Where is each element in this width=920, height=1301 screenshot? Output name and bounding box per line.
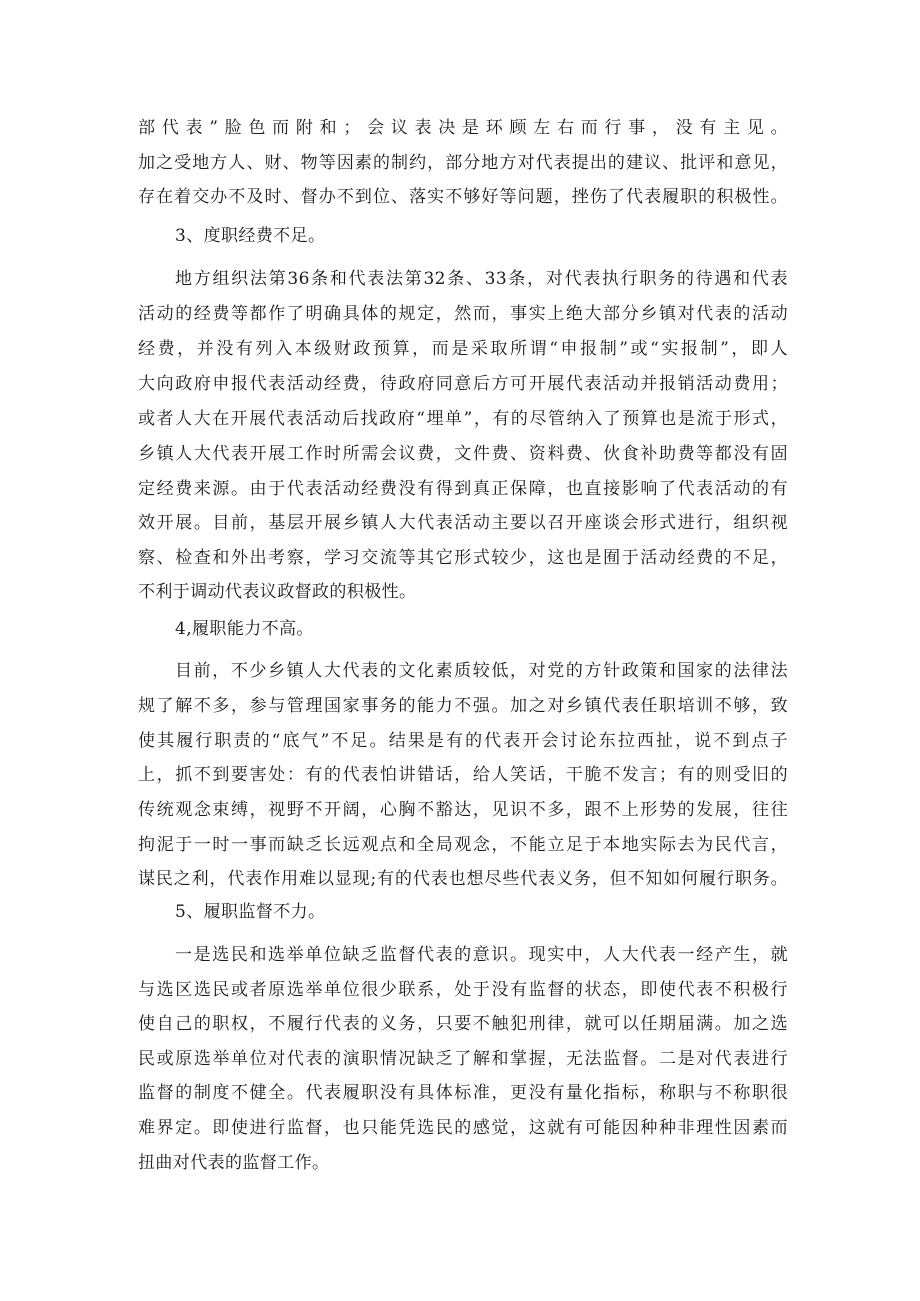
paragraph-line: 或者人大在开展代表活动后找政府“埋单”，有的尽管纳入了预算也是流于形式， [138,409,788,429]
section-heading-3: 3、度职经费不足。 [175,226,326,246]
paragraph-line: 难界定。即使进行监督，也只能凭选民的感觉，这就有可能因种种非理性因素而 [138,1118,788,1138]
paragraph-line: 定经费来源。由于代表活动经费没有得到真正保障，也直接影响了代表活动的有 [138,479,788,499]
paragraph-line: 拘泥于一时一事而缺乏长远观点和全局观念，不能立足于本地实际去为民代言， [138,835,788,855]
paragraph-line: 大向政府申报代表活动经费，待政府同意后方可开展代表活动并报销活动费用； [138,374,788,394]
intro-line: 部代表”脸色而附和；会议表决是环顾左右而行事，没有主见。 [138,118,788,138]
paragraph-line: 使自己的职权，不履行代表的义务，只要不触犯刑律，就可以任期届满。加之选 [138,1014,788,1034]
paragraph-line: 效开展。目前，基层开展乡镇人大代表活动主要以召开座谈会形式进行，组织视 [138,513,788,533]
paragraph-line: 地方组织法第36条和代表法第32条、33条，对代表执行职务的待遇和代表 [175,269,788,289]
paragraph-line: 民或原选举单位对代表的演职情况缺乏了解和掌握，无法监督。二是对代表进行 [138,1049,788,1069]
paragraph-line: 目前，不少乡镇人大代表的文化素质较低，对党的方针政策和国家的法律法 [175,661,788,681]
paragraph-line: 不利于调动代表议政督政的积极性。 [138,582,417,602]
section-heading-4: 4,履职能力不高。 [175,619,314,639]
paragraph-line: 监督的制度不健全。代表履职没有具体标准，更没有量化指标，称职与不称职很 [138,1083,788,1103]
paragraph-line: 察、检查和外出考察，学习交流等其它形式较少，这也是囿于活动经费的不足， [138,548,788,568]
paragraph-line: 使其履行职责的“底气”不足。结果是有的代表开会讨论东拉西扯，说不到点子 [138,731,788,751]
paragraph-line: 一是选民和选举单位缺乏监督代表的意识。现实中，人大代表一经产生，就 [175,945,788,965]
paragraph-line: 经费，并没有列入本级财政预算，而是采取所谓“申报制”或“实报制”，即人 [138,339,788,359]
paragraph-line: 活动的经费等都作了明确具体的规定，然而，事实上绝大部分乡镇对代表的活动 [138,304,788,324]
intro-line: 加之受地方人、财、物等因素的制约，部分地方对代表提出的建议、批评和意见， [138,153,788,173]
intro-line: 存在着交办不及时、督办不到位、落实不够好等问题，挫伤了代表履职的积极性。 [138,187,788,207]
section-heading-5: 5、履职监督不力。 [175,902,326,922]
paragraph-line: 乡镇人大代表开展工作时所需会议费，文件费、资料费、伙食补助费等都没有固 [138,444,788,464]
paragraph-line: 谋民之利，代表作用难以显现;有的代表也想尽些代表义务，但不知如何履行职务。 [138,869,788,889]
paragraph-line: 规了解不多，参与管理国家事务的能力不强。加之对乡镇代表任职培训不够，致 [138,696,788,716]
paragraph-line: 扭曲对代表的监督工作。 [138,1153,330,1173]
paragraph-line: 上，抓不到要害处：有的代表怕讲错话，给人笑话，干脆不发言；有的则受旧的 [138,765,788,785]
paragraph-line: 传统观念束缚，视野不开阔，心胸不豁达，见识不多，跟不上形势的发展，往往 [138,800,788,820]
paragraph-line: 与选区选民或者原选举单位很少联系，处于没有监督的状态，即使代表不积极行 [138,980,788,1000]
